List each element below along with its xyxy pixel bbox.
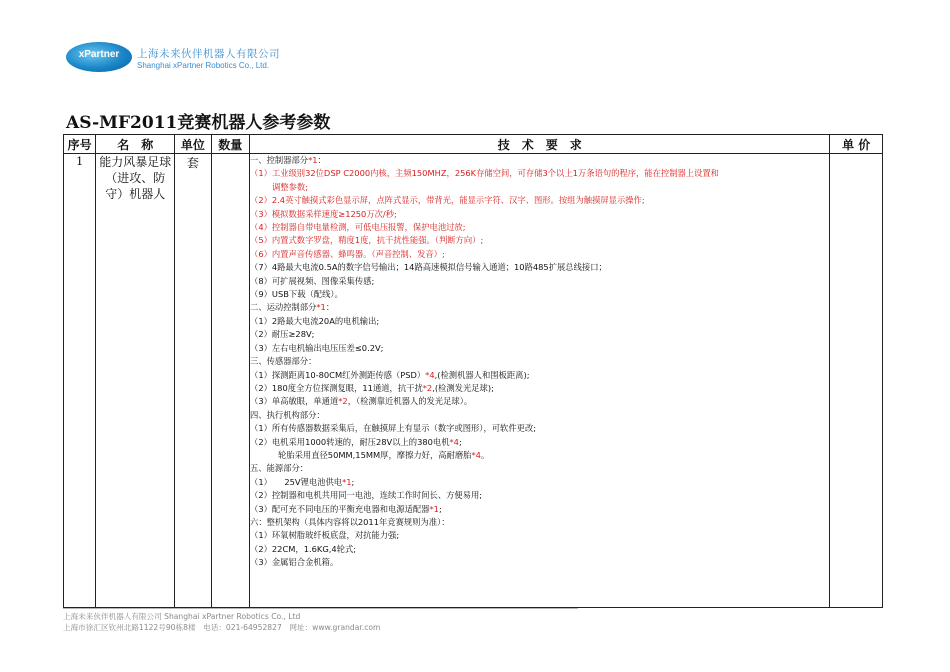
requirement-line	[250, 301, 829, 314]
requirement-text: 轮胎采用直径50MM,15MM厚，摩擦力好，高耐磨胎	[278, 449, 472, 460]
requirement-line	[250, 556, 829, 569]
requirement-text: （3）金属铝合金机箱。	[250, 557, 339, 568]
requirement-text: （2）2.4英寸触摸式彩色显示屏，点阵式显示，带背光，能显示字符、汉字、图形。按组为触摸屏显示操作;	[250, 195, 645, 206]
header-price: 单 价	[830, 135, 883, 154]
header-no: 序号	[64, 135, 96, 154]
requirement-text-tail: ;	[351, 476, 355, 487]
requirement-text: 六：整机架构（具体内容将以2011年竞赛规则为准）：	[250, 516, 450, 527]
requirement-line	[250, 369, 829, 382]
header-unit: 单位	[175, 135, 211, 154]
requirement-text: （1）探测距离10-80CM红外测距传感（PSD）	[250, 369, 426, 380]
quantity-mark: *1	[316, 302, 326, 313]
requirement-text-tail: ;	[438, 503, 442, 514]
table-row	[64, 154, 883, 608]
requirement-text: 五、能源部分：	[250, 463, 309, 474]
requirement-text: （8）可扩展视频、图像采集传感;	[250, 275, 375, 286]
footer-divider	[63, 608, 578, 609]
requirement-line	[250, 288, 829, 301]
requirement-text-tail: ：	[317, 155, 326, 165]
cell-name: 能力风暴足球（进攻、防守）机器人	[96, 154, 175, 608]
requirement-line	[250, 221, 829, 234]
requirement-text: （2）电机采用1000转速的，耐压28V以上的380电机	[250, 436, 450, 447]
requirement-line	[250, 529, 829, 542]
requirement-text: （2）耐压≥28V;	[250, 329, 315, 340]
footer-company: 上海未来伙伴机器人有限公司 Shanghai xPartner Robotics Co., Ltd	[63, 612, 301, 621]
requirement-text-tail: ：	[325, 302, 335, 313]
requirements-list	[250, 154, 829, 570]
requirement-text: （3）左右电机输出电压压差≤0.2V;	[250, 342, 384, 353]
requirement-text-tail: ;	[458, 436, 462, 447]
requirement-line	[250, 181, 829, 194]
requirement-text: （1）2路最大电流20A的电机输出;	[250, 315, 380, 326]
requirement-line	[250, 154, 829, 167]
requirement-line	[250, 248, 829, 261]
requirement-line	[250, 422, 829, 435]
requirement-line	[250, 409, 829, 422]
requirement-text: （6）内置声音传感器、蜂鸣器。（声音控制、发音）;	[250, 248, 445, 259]
company-logo	[66, 42, 134, 72]
quantity-mark: *2	[422, 382, 433, 393]
requirement-text: （1）环氧树脂玻纤板底盘，对抗能力强;	[250, 530, 400, 541]
requirement-text: （1）所有传感器数据采集后，在触摸屏上有显示（数字或图形），可软件更改;	[250, 423, 537, 434]
quantity-mark: *1	[429, 503, 439, 514]
cell-requirements	[250, 154, 830, 608]
requirement-text: （7）4路最大电流0.5A的数字信号输出；14路高速模拟信号输入通道；10路485扩展总线接口；	[250, 262, 607, 273]
requirement-text: （2）22CM，1.6KG,4轮式;	[250, 543, 357, 554]
cell-unit: 套	[175, 154, 211, 608]
requirement-line	[250, 261, 829, 274]
requirement-line	[250, 476, 829, 489]
quantity-mark: *4	[471, 449, 481, 460]
requirement-text: （4）控制器自带电量检测，可低电压报警，保护电池过放;	[250, 222, 466, 233]
requirement-text-tail: ,(检测机器人和围板距离);	[434, 369, 530, 380]
requirement-line	[250, 395, 829, 408]
requirement-text: （1） 25V锂电池供电	[250, 476, 343, 487]
requirement-text: （3）单高敏眼，单通道	[250, 396, 339, 407]
requirement-line	[250, 489, 829, 502]
header-requirements: 技 术 要 求	[250, 135, 830, 154]
quantity-mark: *4	[449, 436, 459, 447]
requirement-line	[250, 315, 829, 328]
requirement-text: 四、执行机构部分：	[250, 409, 325, 420]
requirement-line	[250, 275, 829, 288]
requirement-line	[250, 194, 829, 207]
requirement-text: （2）控制器和电机共用同一电池，连续工作时间长、方便易用;	[250, 490, 483, 501]
company-name-cn: 上海未来伙伴机器人有限公司	[137, 48, 280, 60]
requirement-text: 二、运动控制部分	[250, 302, 317, 313]
requirement-line	[250, 208, 829, 221]
document-title: AS-MF2011竞赛机器人参考参数	[66, 113, 331, 133]
requirement-line	[250, 328, 829, 341]
header-qty: 数量	[211, 135, 249, 154]
logo-text: xPartner	[78, 49, 120, 60]
requirement-text: （5）内置式数字罗盘，精度1度，抗干扰性能强。（判断方向）;	[250, 235, 484, 246]
requirement-text: （9）USB下载（配线）。	[250, 289, 343, 300]
footer-address: 上海市徐汇区钦州北路1122号90栋8楼 电话：021-64952827 网址：www.grandar.com	[63, 623, 381, 632]
spec-table	[63, 134, 883, 608]
requirement-line	[250, 543, 829, 556]
quantity-mark: *1	[308, 155, 318, 165]
cell-no: 1	[64, 154, 96, 608]
cell-price	[830, 154, 883, 608]
requirement-line	[250, 462, 829, 475]
requirement-text: 调整参数;	[272, 181, 308, 192]
requirement-text-tail: 。	[480, 449, 490, 460]
requirement-line	[250, 167, 829, 180]
requirement-text-tail: ,(检测发光足球);	[432, 382, 494, 393]
requirement-text: 一、控制器部分	[250, 155, 309, 165]
requirement-line	[250, 355, 829, 368]
requirement-line	[250, 449, 829, 462]
requirement-line	[250, 342, 829, 355]
requirement-line	[250, 382, 829, 395]
table-header-row	[64, 135, 883, 154]
cell-qty	[211, 154, 249, 608]
quantity-mark: *4	[425, 369, 435, 380]
requirement-line	[250, 436, 829, 449]
requirement-line	[250, 234, 829, 247]
header-name: 名 称	[96, 135, 175, 154]
requirement-text-tail: ，（检测靠近机器人的发光足球）。	[347, 396, 473, 407]
requirement-text: （2）180度全方位探测复眼，11通道，抗干扰	[250, 382, 423, 393]
requirement-text: 三、传感器部分：	[250, 356, 317, 367]
quantity-mark: *2	[338, 396, 348, 407]
requirement-text: （3）配可充不同电压的平衡充电器和电源适配器	[250, 503, 430, 514]
company-name-en: Shanghai xPartner Robotics Co., Ltd.	[137, 61, 270, 70]
quantity-mark: *1	[342, 476, 352, 487]
requirement-text: （1）工业级别32位DSP C2000内核，主频150MHZ，256K存储空间，可存储3个以上1万条语句的程序，能在控制器上设置和	[250, 168, 719, 179]
requirement-text: （3）模拟数据采样速度≥1250万次/秒;	[250, 208, 397, 219]
requirement-line	[250, 516, 829, 529]
requirement-line	[250, 503, 829, 516]
